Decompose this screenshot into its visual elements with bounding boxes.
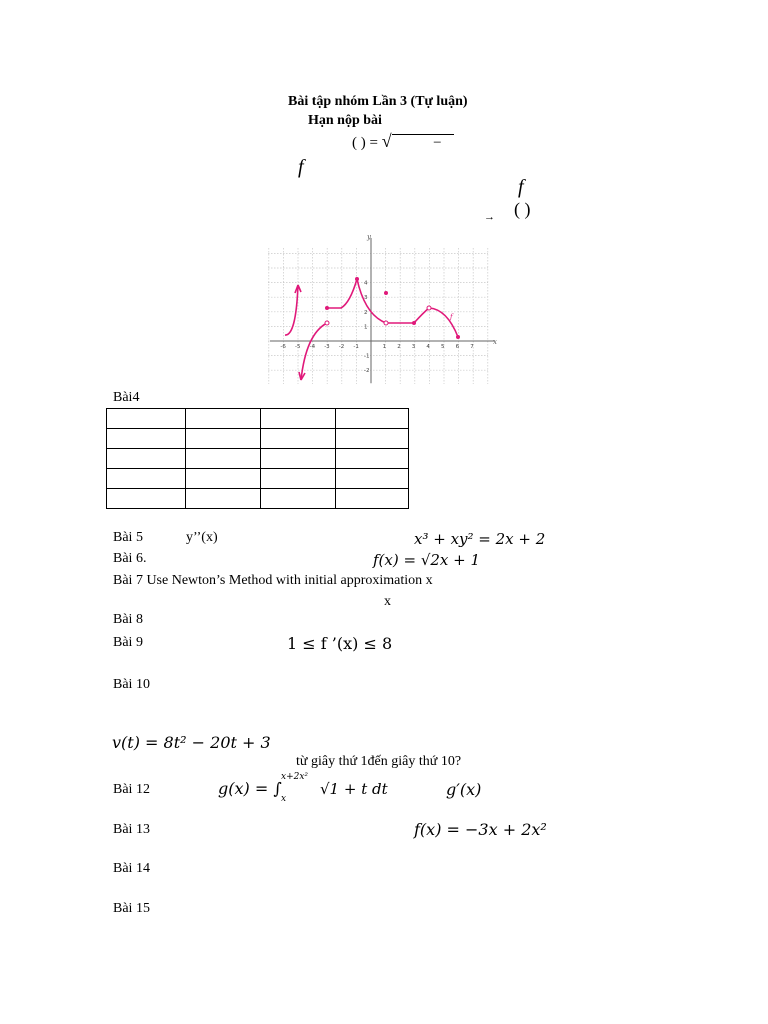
bai5-derivative: y’’(x): [186, 530, 218, 545]
bai15-label: Bài 15: [113, 901, 150, 916]
formula-lhs: ( ) =: [352, 135, 382, 151]
bai9-label: Bài 9: [113, 635, 143, 650]
x-tick-label: 5: [441, 344, 445, 350]
bai7-text: Bài 7 Use Newton’s Method with initial approximation x: [113, 573, 433, 588]
table-cell: [107, 469, 186, 489]
f-symbol-right: f: [518, 176, 524, 198]
table-cell: [336, 489, 409, 509]
table-cell: [261, 489, 336, 509]
filled-point: [384, 291, 388, 295]
y-tick-label: 3: [364, 295, 368, 302]
table-cell: [336, 429, 409, 449]
bai5-label: Bài 5: [113, 530, 143, 545]
table-cell: [186, 409, 261, 429]
bai9-inequality: 1 ≤ f ’(x) ≤ 8: [287, 634, 393, 653]
x-tick-label: -4: [309, 344, 316, 350]
x-tick-label: -5: [295, 344, 301, 350]
table-cell: [261, 409, 336, 429]
filled-point: [456, 335, 460, 339]
x-tick-label: 3: [411, 344, 416, 350]
table-cell: [336, 469, 409, 489]
bai5-equation: x³ + xy² = 2x + 2: [414, 530, 546, 548]
x-tick-label: 6: [455, 344, 460, 350]
open-point: [384, 321, 388, 325]
filled-point: [325, 306, 329, 310]
table-cell: [336, 409, 409, 429]
x-tick-label: -3: [324, 344, 330, 350]
table-row: [107, 489, 409, 509]
open-point: [427, 306, 431, 310]
bai13-label: Bài 13: [113, 822, 150, 837]
bai6-label: Bài 6.: [113, 551, 147, 566]
bai12-label: Bài 12: [113, 782, 150, 797]
x-tick-label: 7: [470, 344, 474, 350]
x-tick-label: 4: [426, 344, 430, 350]
integral-lower-limit: x: [281, 794, 287, 804]
bai8-label: Bài 8: [113, 612, 143, 627]
x-tick-label: -2: [338, 344, 345, 350]
deadline-label: Hạn nộp bài: [308, 113, 382, 128]
velocity-equation: v(t) = 8t² − 20t + 3: [112, 733, 271, 752]
table-row: [107, 449, 409, 469]
curve-label: f: [450, 313, 453, 321]
integral-lhs: g(x) = ∫: [218, 779, 282, 798]
y-tick-label: -1: [364, 353, 370, 360]
x-tick-label: -6: [280, 344, 286, 350]
table-cell: [261, 449, 336, 469]
graph-background: [268, 248, 488, 384]
answer-table: [106, 408, 409, 509]
y-tick-label: 1: [364, 324, 368, 331]
y-axis-label: y: [367, 233, 371, 241]
bai13-equation: f(x) = −3x + 2x²: [414, 820, 547, 839]
table-row: [107, 469, 409, 489]
bai10-label: Bài 10: [113, 677, 150, 692]
page-title: Bài tập nhóm Lần 3 (Tự luận): [288, 94, 468, 109]
table-cell: [107, 429, 186, 449]
integral-upper-limit: x+2x²: [281, 772, 309, 782]
y-tick-label: 2: [364, 309, 368, 316]
table-cell: [336, 449, 409, 469]
filled-point: [355, 277, 359, 281]
table-cell: [261, 429, 336, 449]
table-cell: [107, 489, 186, 509]
header-formula: [352, 131, 454, 152]
bai12-integral: [218, 779, 282, 798]
bai12-gprime: g′(x): [446, 780, 482, 799]
paren-symbol: ( ): [514, 199, 531, 219]
open-point: [325, 321, 329, 325]
bai14-label: Bài 14: [113, 861, 150, 876]
bai7-x: x: [384, 594, 391, 609]
table-cell: [261, 469, 336, 489]
f-symbol: f: [298, 156, 304, 178]
filled-point: [412, 321, 416, 325]
table-cell: [107, 409, 186, 429]
table-cell: [186, 489, 261, 509]
bai4-label: Bài4: [113, 390, 140, 405]
y-tick-label: 4: [364, 280, 368, 287]
table-cell: [186, 429, 261, 449]
arrow-symbol: →: [484, 211, 495, 223]
x-tick-label: 2: [397, 344, 401, 350]
bai6-equation: f(x) = √2x + 1: [373, 551, 481, 569]
function-graph: [268, 230, 497, 385]
table-row: [107, 409, 409, 429]
minus-sign: −: [433, 135, 442, 151]
table-cell: [107, 449, 186, 469]
table-cell: [186, 449, 261, 469]
y-tick-label: -2: [364, 368, 370, 375]
integrand: √1 + t dt: [320, 780, 388, 798]
table-row: [107, 429, 409, 449]
radical-sign: √: [381, 131, 392, 151]
x-axis-label: x: [493, 338, 497, 346]
x-tick-label: 1: [382, 344, 387, 350]
x-tick-label: -1: [353, 344, 359, 350]
velocity-question: từ giây thứ 1đến giây thứ 10?: [296, 754, 462, 769]
table-cell: [186, 469, 261, 489]
radicand: [392, 134, 454, 152]
